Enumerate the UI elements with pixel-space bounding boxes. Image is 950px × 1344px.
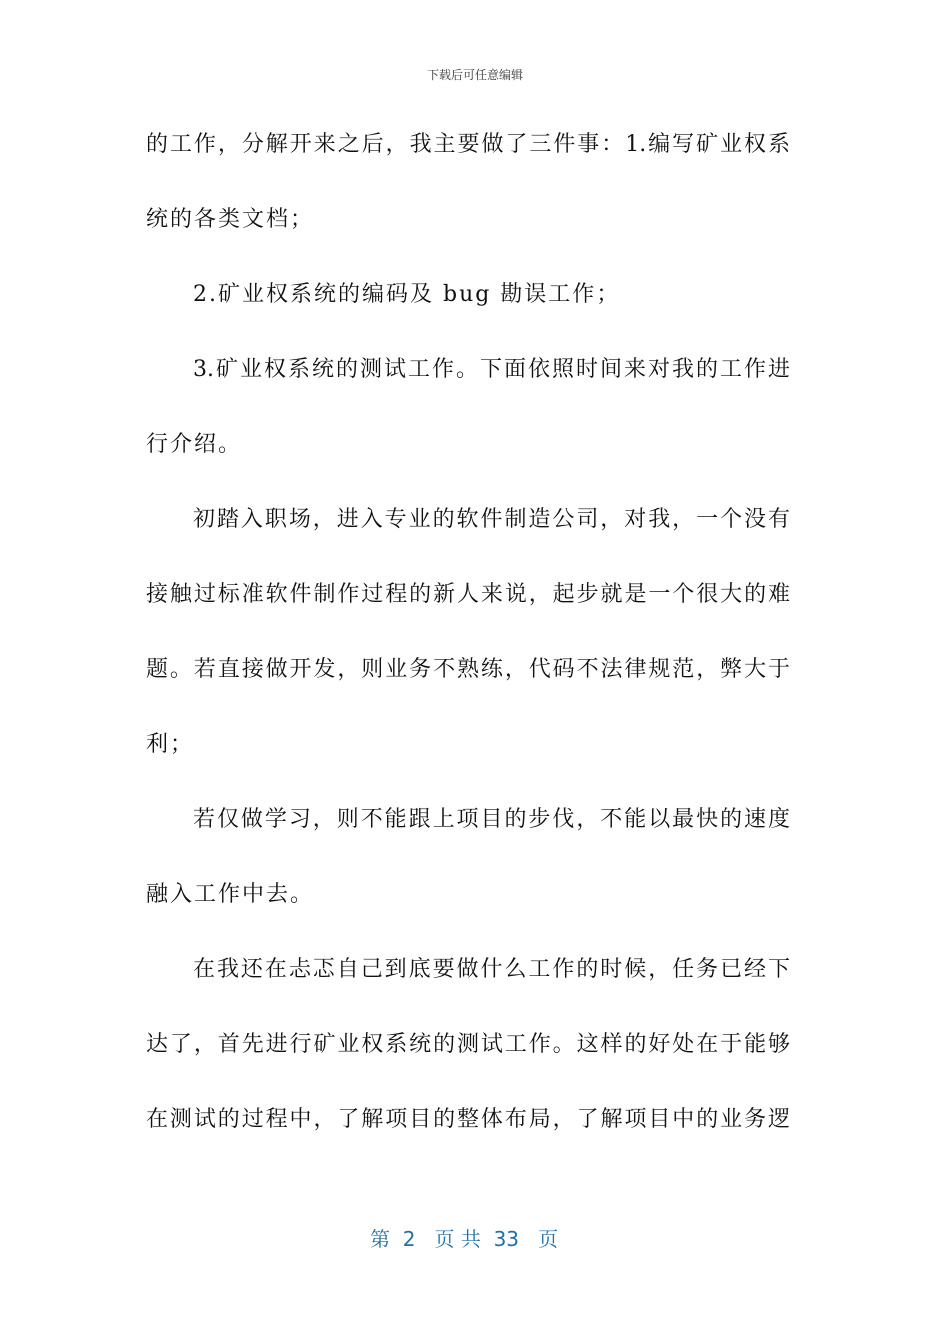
paragraph-line: 接触过标准软件制作过程的新人来说，起步就是一个很大的难	[146, 582, 790, 607]
paragraph-line: 2.矿业权系统的编码及 bug 勘误工作；	[193, 282, 621, 307]
page-header-note: 下载后可任意编辑	[426, 68, 523, 82]
page-number-footer: 第 2 页 共 33 页	[370, 1227, 559, 1251]
paragraph-line: 融入工作中去。	[146, 882, 315, 907]
paragraph-line: 行介绍。	[146, 432, 243, 457]
paragraph-line: 3.矿业权系统的测试工作。下面依照时间来对我的工作进	[193, 357, 790, 382]
paragraph-line: 初踏入职场，进入专业的软件制造公司，对我，一个没有	[193, 507, 790, 532]
paragraph-line: 在测试的过程中，了解项目的整体布局，了解项目中的业务逻	[146, 1107, 790, 1132]
paragraph-line: 统的各类文档；	[146, 207, 315, 232]
paragraph-line: 的工作，分解开来之后，我主要做了三件事：1.编写矿业权系	[146, 132, 790, 157]
paragraph-line: 利；	[146, 732, 195, 757]
paragraph-line: 达了，首先进行矿业权系统的测试工作。这样的好处在于能够	[146, 1032, 790, 1057]
paragraph-line: 若仅做学习，则不能跟上项目的步伐，不能以最快的速度	[193, 807, 790, 832]
paragraph-line: 题。若直接做开发，则业务不熟练，代码不法律规范，弊大于	[146, 657, 790, 682]
paragraph-line: 在我还在忐忑自己到底要做什么工作的时候，任务已经下	[193, 957, 790, 982]
